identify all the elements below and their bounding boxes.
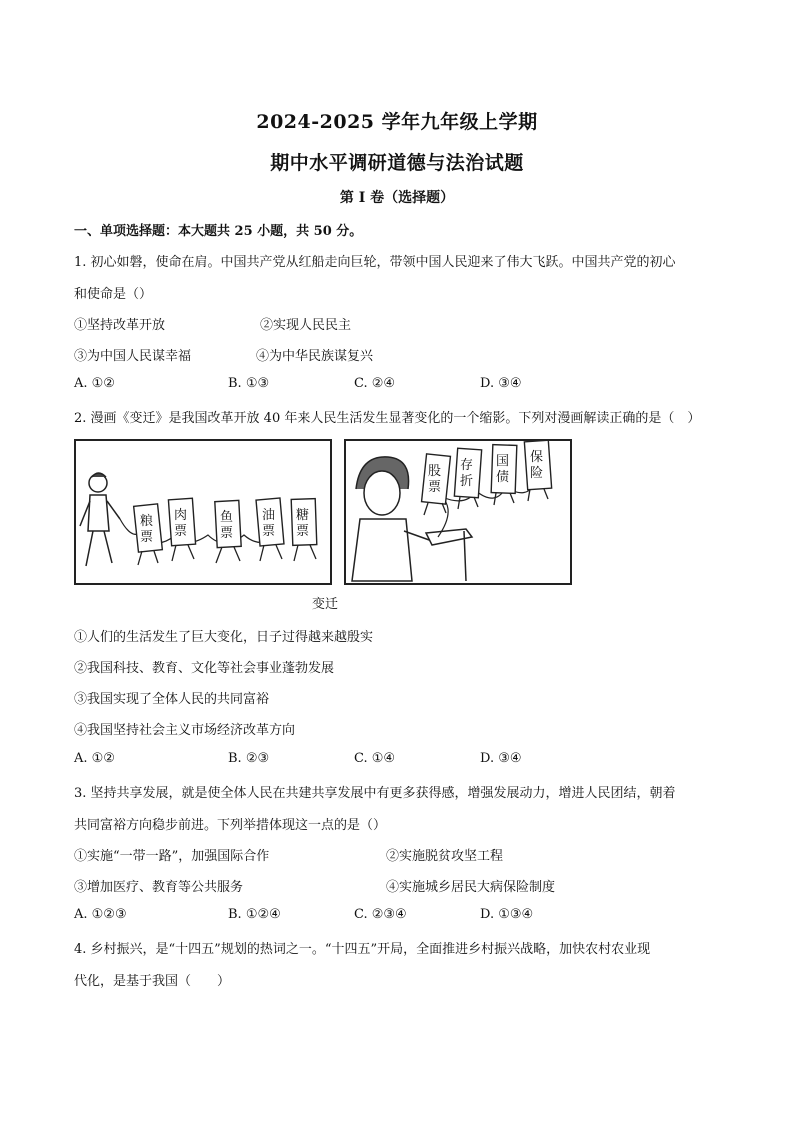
person-figure-icon [80, 473, 120, 566]
ticket-fish: 鱼票 [220, 510, 234, 541]
volume-heading: 第 I 卷（选择题） [339, 190, 455, 206]
ticket-meat: 肉票 [174, 508, 188, 539]
q3-stem-line1: 3. 坚持共享发展，就是使全体人民在共建共享发展中有更多获得感，增强发展动力，增进人民团结，朝着 [74, 786, 676, 801]
q1-option-d: D. ③④ [480, 376, 522, 391]
exam-title-year: 2024-2025 学年九年级上学期 [256, 111, 538, 133]
q1-option-b: B. ①③ [228, 376, 270, 391]
ticket-passbook: 存折 [460, 458, 474, 489]
ticket-oil: 油票 [262, 508, 276, 539]
q2-statement-2: ②我国科技、教育、文化等社会事业蓬勃发展 [74, 661, 335, 676]
q3-stem-line2: 共同富裕方向稳步前进。下列举措体现这一点的是（） [74, 818, 387, 833]
q2-statement-1: ①人们的生活发生了巨大变化，日子过得越来越殷实 [74, 630, 374, 645]
q3-option-a: A. ①②③ [74, 907, 127, 922]
q1-stem-line1: 1. 初心如磐，使命在肩。中国共产党从红船走向巨轮，带领中国人民迎来了伟大飞跃。中国共产党的初心 [74, 255, 676, 270]
q1-statement-2: ②实现人民民主 [260, 318, 352, 333]
q4-stem-line1: 4. 乡村振兴，是“十四五”规划的热词之一。“十四五”开局，全面推进乡村振兴战略，加快农村农业现 [74, 942, 651, 957]
q1-stem-line2: 和使命是（） [74, 287, 153, 302]
q1-statement-1: ①坚持改革开放 [74, 318, 166, 333]
cartoon-after-drawing [346, 441, 570, 583]
q2-statement-4: ④我国坚持社会主义市场经济改革方向 [74, 723, 296, 738]
q1-statement-3: ③为中国人民谋幸福 [74, 349, 192, 364]
woman-figure-icon [352, 457, 432, 581]
finance-tickets [422, 441, 552, 504]
q3-option-b: B. ①②④ [228, 907, 281, 922]
cartoon-caption: 变迁 [312, 597, 339, 612]
q2-option-a: A. ①② [74, 751, 115, 766]
q1-statement-4: ④为中华民族谋复兴 [256, 349, 374, 364]
exam-title-subject: 期中水平调研道德与法治试题 [270, 152, 524, 174]
cartoon-panel-after [344, 439, 572, 585]
q1-option-a: A. ①② [74, 376, 115, 391]
q2-option-c: C. ①④ [354, 751, 396, 766]
q3-statement-3: ③增加医疗、教育等公共服务 [74, 880, 244, 895]
ticket-sugar: 糖票 [296, 508, 310, 539]
ticket-stock: 股票 [428, 464, 442, 495]
q2-statement-3: ③我国实现了全体人民的共同富裕 [74, 692, 270, 707]
q3-option-d: D. ①③④ [480, 907, 534, 922]
q2-option-d: D. ③④ [480, 751, 522, 766]
q3-statement-1: ①实施“一带一路”，加强国际合作 [74, 849, 270, 864]
q2-stem-line1: 2. 漫画《变迁》是我国改革开放 40 年来人民生活发生显著变化的一个缩影。下列对漫画解读正确的是（ ） [74, 411, 701, 426]
cartoon-before-drawing [76, 441, 330, 583]
ticket-bond: 国债 [496, 454, 510, 485]
ticket-grain: 粮票 [140, 514, 154, 545]
q2-option-b: B. ②③ [228, 751, 270, 766]
q3-option-c: C. ②③④ [354, 907, 407, 922]
section-heading: 一、单项选择题：本大题共 25 小题，共 50 分。 [74, 224, 363, 239]
cartoon-panel-before [74, 439, 332, 585]
q3-statement-2: ②实施脱贫攻坚工程 [386, 849, 504, 864]
q4-stem-line2: 代化，是基于我国（ ） [74, 974, 231, 989]
q3-statement-4: ④实施城乡居民大病保险制度 [386, 880, 556, 895]
q1-option-c: C. ②④ [354, 376, 396, 391]
ration-tickets [134, 498, 317, 552]
ticket-insurance: 保险 [530, 450, 544, 481]
